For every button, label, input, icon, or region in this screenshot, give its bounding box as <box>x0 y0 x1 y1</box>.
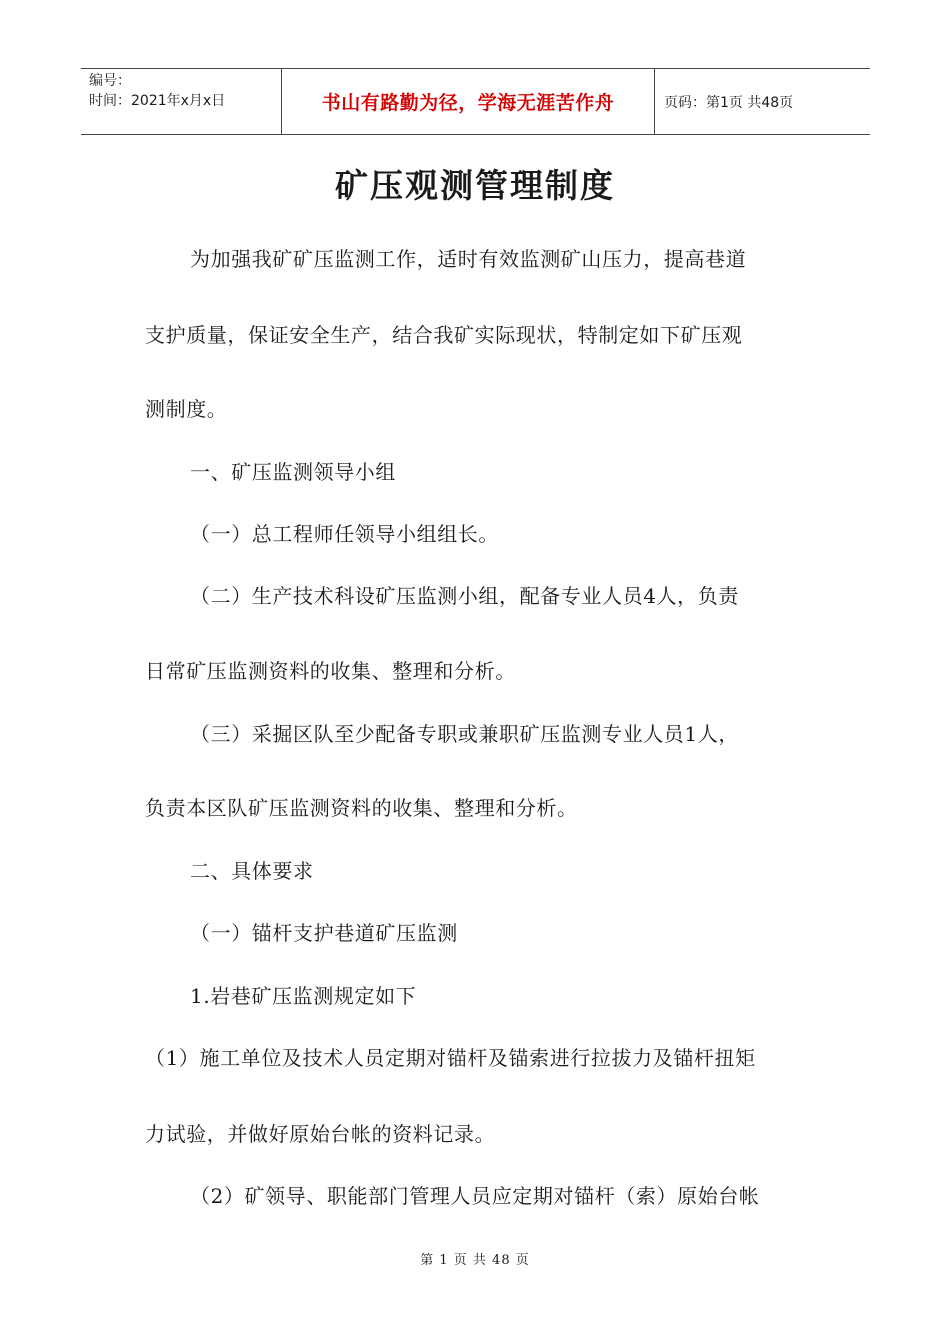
page-footer: 第 1 页 共 48 页 <box>420 1253 530 1268</box>
header-meta <box>81 69 281 134</box>
body-line: 测制度。 <box>145 397 228 421</box>
body-line: 为加强我矿矿压监测工作，适时有效监测矿山压力，提高巷道 <box>190 247 747 271</box>
body-line: 日常矿压监测资料的收集、整理和分析。 <box>145 659 516 683</box>
body-line: （2）矿领导、职能部门管理人员应定期对锚杆（索）原始台帐 <box>190 1184 760 1208</box>
header-motto: 书山有路勤为径，学海无涯苦作舟 <box>321 92 615 114</box>
document-header <box>81 68 870 135</box>
section-heading: 二、具体要求 <box>190 859 314 883</box>
document-title: 矿压观测管理制度 <box>335 166 615 205</box>
body-line: 负责本区队矿压监测资料的收集、整理和分析。 <box>145 796 578 820</box>
body-line: 支护质量，保证安全生产，结合我矿实际现状，特制定如下矿压观 <box>145 323 743 347</box>
header-page-info: 页码：第1页 共48页 <box>664 94 794 111</box>
body-line: （一）锚杆支护巷道矿压监测 <box>190 921 458 945</box>
time-label: 时间：2021年x月x日 <box>89 93 226 109</box>
body-line: （三）采掘区队至少配备专职或兼职矿压监测专业人员1人， <box>190 722 739 746</box>
body-line: （一）总工程师任领导小组组长。 <box>190 522 499 546</box>
header-divider <box>654 69 655 134</box>
body-line: 力试验，并做好原始台帐的资料记录。 <box>145 1122 496 1146</box>
body-line: 1.岩巷矿压监测规定如下 <box>190 984 417 1008</box>
section-heading: 一、矿压监测领导小组 <box>190 460 396 484</box>
body-line: （1）施工单位及技术人员定期对锚杆及锚索进行拉拔力及锚杆扭矩 <box>145 1046 756 1070</box>
number-label: 编号： <box>89 73 131 89</box>
body-line: （二）生产技术科设矿压监测小组，配备专业人员4人，负责 <box>190 584 739 608</box>
